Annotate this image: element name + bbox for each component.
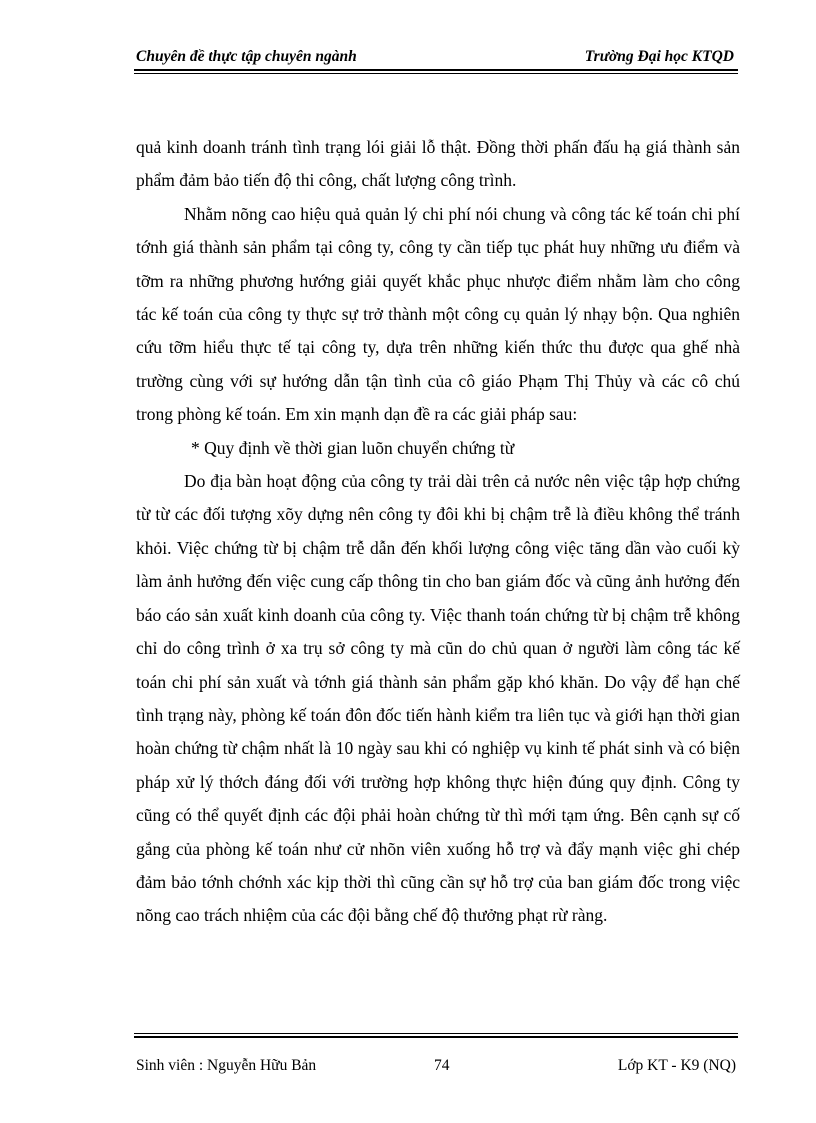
header-document-title: Chuyên đề thực tập chuyên ngành — [136, 48, 357, 65]
body-paragraph-cost-management: Nhằm nõng cao hiệu quả quản lý chi phí nói chung và công tác kế toán chi phí tớnh giá thành sản phẩm tại công ty, công ty cần tiếp tục phát huy những ưu điểm và tỡm ra những phương hướng giải quyết khắc phục nhược điểm nhằm làm cho công tác kế toán của công ty thực sự trở thành một công cụ quản lý nhạy bộn. Qua nghiên cứu tỡm hiểu thực tế tại công ty, dựa trên những kiến thức thu được qua ghế nhà trường cùng với sự hướng dẫn tận tình của cô giáo Phạm Thị Thủy và các cô chú trong phòng kế toán. Em xin mạnh dạn đề ra các giải pháp sau: — [136, 203, 740, 425]
header-divider-thick — [134, 69, 738, 71]
header-divider-thin — [134, 73, 738, 74]
body-paragraph-document-delay: Do địa bàn hoạt động của công ty trải dài trên cả nước nên việc tập hợp chứng từ từ các đối tượng xõy dựng nên công ty đôi khi bị chậm trễ là điều không thể tránh khỏi. Việc chứng từ bị chậm trễ dẫn đến khối lượng công việc tăng dần vào cuối kỳ làm ảnh hưởng đến việc cung cấp thông tin cho ban giám đốc và cũng ảnh hưởng đến báo cáo sản xuất kinh doanh của công ty. Việc thanh toán chứng từ bị chậm trễ không chỉ do công trình ở xa trụ sở công ty mà cũn do chủ quan ở người làm công tác kế toán chi phí sản xuất và tớnh giá thành sản phẩm gặp khó khăn. Do vậy để hạn chế tình trạng này, phòng kế toán đôn đốc tiến hành kiểm tra liên tục và giới hạn thời gian hoàn chứng từ chậm nhất là 10 ngày sau khi có nghiệp vụ kinh tế phát sinh và có biện pháp xử lý thớch đáng đối với trường hợp không thực hiện đúng quy định. Công ty cũng có thể quyết định các đội phải hoàn chứng từ thì mới tạm ứng. Bên cạnh sự cố gắng của phòng kế toán như cử nhõn viên xuống hỗ trợ và đẩy mạnh việc ghi chép đảm bảo tớnh chớnh xác kịp thời thì cũng cần sự hỗ trợ của ban giám đốc trong việc nõng cao trách nhiệm của các đội bằng chế độ thưởng phạt rừ ràng. — [136, 471, 740, 926]
footer-class-label: Lớp KT - K9 (NQ) — [617, 1057, 736, 1074]
body-bullet-document-rotation: * Quy định về thời gian luõn chuyển chứng từ — [191, 437, 515, 458]
footer-student-name: Sinh viên : Nguyễn Hữu Bản — [136, 1057, 317, 1074]
footer-divider-thin — [134, 1033, 738, 1034]
footer-divider-thick — [134, 1036, 738, 1038]
footer-page-number: 74 — [434, 1057, 450, 1074]
page-header — [134, 46, 738, 72]
page-body — [136, 131, 740, 933]
body-paragraph-continuation: quả kinh doanh tránh tình trạng lói giải lỗ thật. Đồng thời phấn đấu hạ giá thành sản phẩm đảm bảo tiến độ thi công, chất lượng công trình. — [136, 137, 740, 191]
page-footer — [134, 1033, 738, 1081]
header-university: Trường Đại học KTQD — [584, 48, 734, 65]
